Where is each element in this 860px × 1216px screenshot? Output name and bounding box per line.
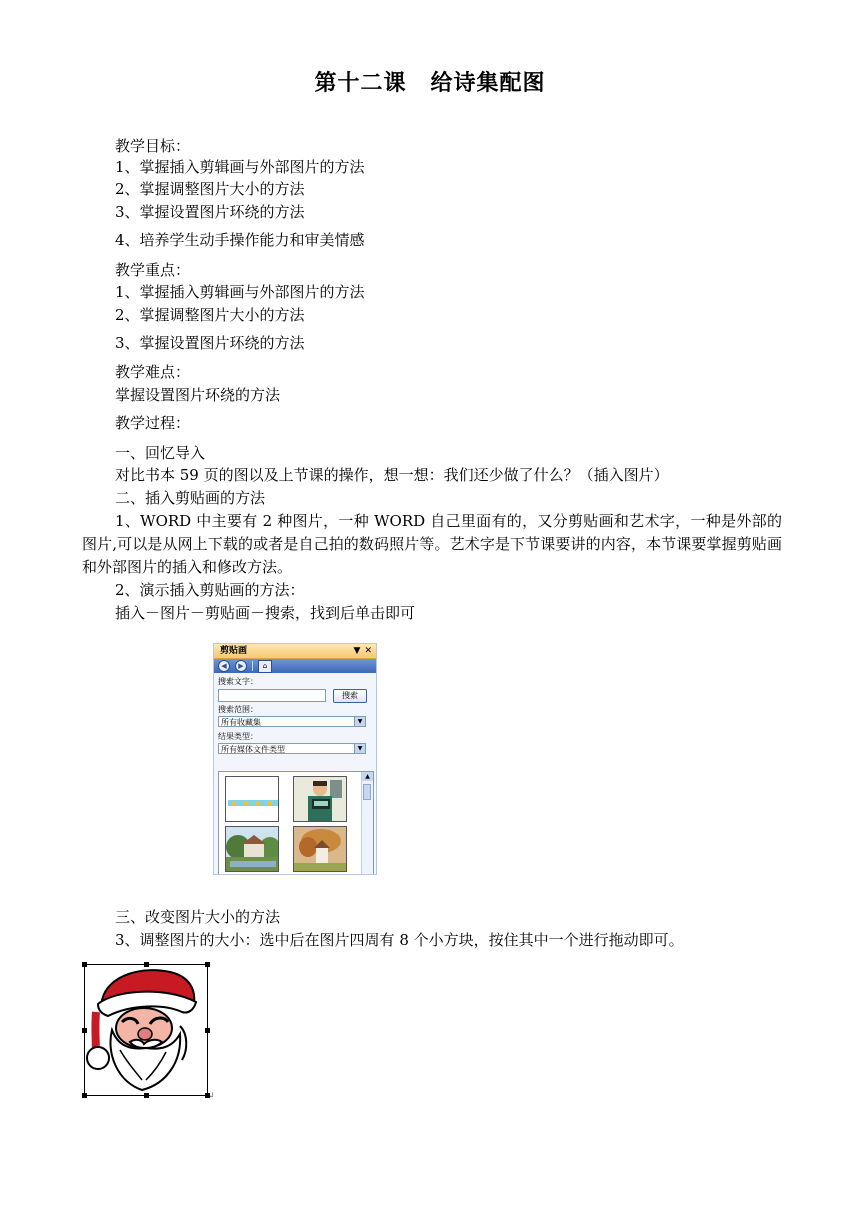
type-select-value: 所有媒体文件类型 — [221, 745, 285, 754]
section-text: 3、调整图片的大小：选中后在图片四周有 8 个小方块，按住其中一个进行拖动即可。 — [115, 931, 684, 949]
key-point-item: 2、掌握调整图片大小的方法 — [115, 306, 305, 324]
close-icon[interactable]: ✕ — [364, 646, 372, 656]
home-icon[interactable]: ⌂ — [258, 660, 272, 673]
chevron-down-icon[interactable]: ▼ — [354, 744, 365, 753]
resize-handle[interactable] — [82, 1093, 87, 1098]
objective-item: 4、培养学生动手操作能力和审美情感 — [115, 231, 365, 249]
resize-handle[interactable] — [205, 962, 210, 967]
resize-handle[interactable] — [205, 1028, 210, 1033]
section-heading: 一、回忆导入 — [115, 444, 206, 462]
difficulty-heading: 教学难点： — [115, 363, 191, 381]
section2-paragraph: 1、WORD 中主要有 2 种图片，一种 WORD 自己里面有的，又分剪贴画和艺术字，一种是外部的图片,可以是从网上下载的或者是自己拍的数码照片等。艺术字是下节课要讲的内容，本节课要掌握剪贴画和外部图片的插入和修改方法。 — [82, 512, 782, 576]
scope-select[interactable] — [218, 716, 366, 727]
page-title — [0, 66, 860, 97]
objectives-heading: 教学目标： — [115, 137, 191, 155]
clipart-thumbnail[interactable] — [225, 826, 279, 872]
resize-handle[interactable] — [144, 1093, 149, 1098]
objective-item: 1、掌握插入剪辑画与外部图片的方法 — [115, 158, 365, 176]
gallery-scrollbar[interactable] — [361, 772, 373, 874]
back-icon[interactable]: ◀ — [218, 660, 230, 672]
scrollbar-thumb[interactable] — [363, 784, 371, 800]
section-text: 对比书本 59 页的图以及上节课的操作，想一想：我们还少做了什么？（插入图片） — [115, 466, 669, 484]
type-label: 结果类型： — [218, 732, 258, 741]
santa-clipart-image[interactable] — [84, 964, 208, 1096]
process-heading: 教学过程： — [115, 414, 191, 432]
difficulty-text: 掌握设置图片环绕的方法 — [115, 386, 281, 404]
key-point-item: 1、掌握插入剪辑画与外部图片的方法 — [115, 283, 365, 301]
title-lesson: 第十二课 — [314, 71, 407, 96]
clipart-pane-nav — [214, 659, 376, 673]
objective-item: 3、掌握设置图片环绕的方法 — [115, 203, 305, 221]
clipart-pane-header — [214, 644, 376, 659]
clipart-pane-title: 剪贴画 — [220, 646, 248, 656]
scope-select-value: 所有收藏集 — [221, 718, 261, 727]
resize-handle[interactable] — [82, 1028, 87, 1033]
nav-separator — [252, 661, 253, 671]
scope-label: 搜索范围： — [218, 705, 258, 714]
dropdown-icon[interactable]: ▼ — [353, 646, 361, 656]
paragraph-mark-icon: ↲ — [208, 1091, 215, 1100]
search-input[interactable] — [218, 689, 326, 702]
objective-item: 2、掌握调整图片大小的方法 — [115, 180, 305, 198]
forward-icon[interactable]: ▶ — [235, 660, 247, 672]
section-text: 2、演示插入剪贴画的方法： — [115, 581, 305, 599]
chevron-down-icon[interactable]: ▼ — [354, 717, 365, 726]
type-select[interactable] — [218, 743, 366, 754]
scroll-up-icon[interactable]: ▲ — [362, 772, 373, 781]
resize-handle[interactable] — [144, 962, 149, 967]
clipart-thumbnail[interactable] — [225, 776, 279, 822]
clipart-thumbnail[interactable] — [293, 776, 347, 822]
resize-handle[interactable] — [82, 962, 87, 967]
section-text: 插入－图片－剪贴画－搜索，找到后单击即可 — [115, 604, 416, 622]
clipart-thumbnail[interactable] — [293, 826, 347, 872]
search-button[interactable]: 搜索 — [333, 689, 367, 703]
clipart-results-gallery — [218, 771, 374, 875]
clipart-task-pane — [213, 643, 377, 875]
search-text-label: 搜索文字： — [218, 677, 258, 686]
title-topic: 给诗集配图 — [430, 71, 546, 96]
section-heading: 三、改变图片大小的方法 — [115, 908, 281, 926]
key-points-heading: 教学重点： — [115, 261, 191, 279]
key-point-item: 3、掌握设置图片环绕的方法 — [115, 334, 305, 352]
section-heading: 二、插入剪贴画的方法 — [115, 489, 266, 507]
selection-frame — [84, 964, 208, 1096]
